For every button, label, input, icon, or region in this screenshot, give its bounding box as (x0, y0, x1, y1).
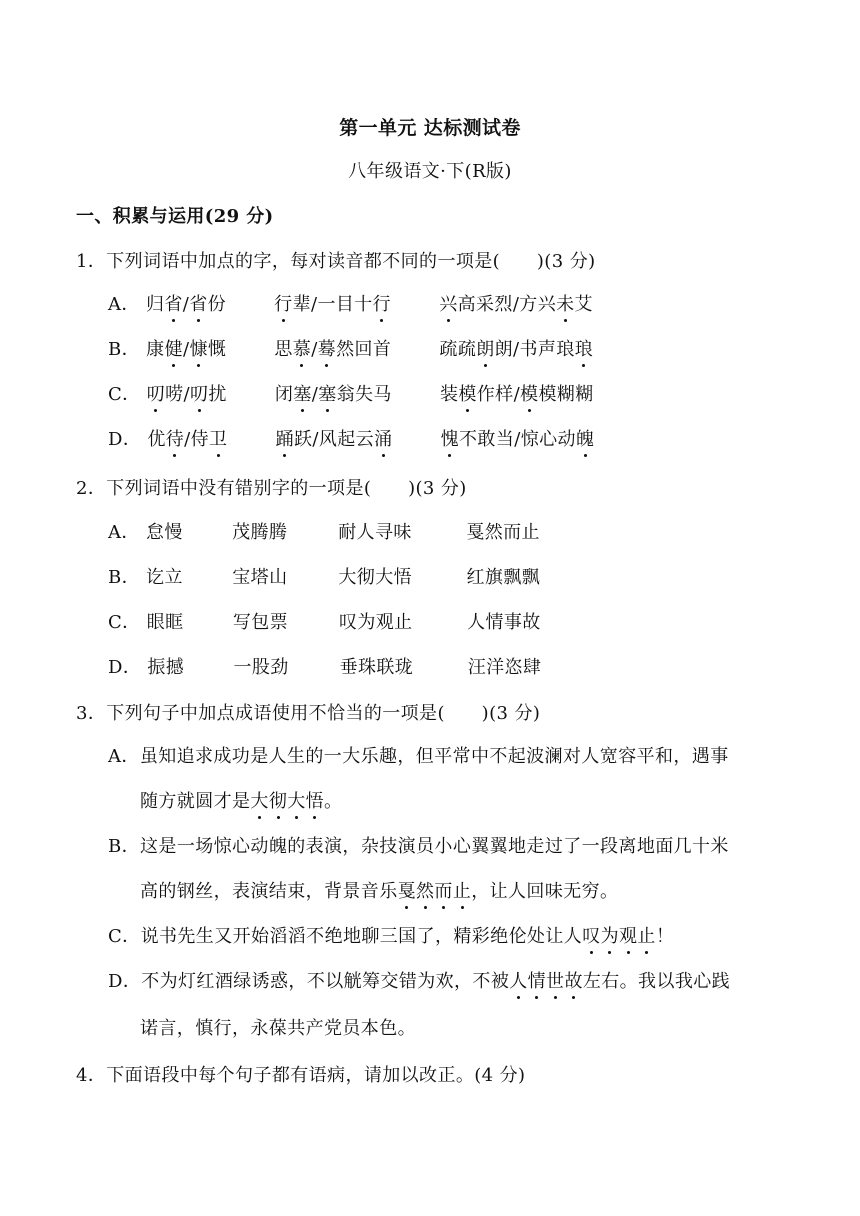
option-item: 眼眶 (146, 612, 184, 633)
question-3-stem: 3．下列句子中加点成语使用不恰当的一项是( )(3 分) (76, 703, 541, 724)
char: / (512, 294, 520, 315)
dotted-idiom (509, 971, 583, 992)
option-text: 虽知追求成功是人生的一大乐趣，但平常中不起波澜对人宽容平和，遇事 (139, 746, 729, 767)
char: 方 (519, 294, 538, 315)
question-1-option-b (108, 338, 593, 362)
char: 首 (372, 339, 392, 360)
emphasis-dot-char: 人 (509, 971, 528, 992)
char: 当 (495, 429, 515, 450)
char: 马 (373, 384, 392, 405)
char: / (311, 339, 318, 360)
char: 跃 (293, 429, 313, 450)
option-text: 随方就圆才是 (140, 791, 251, 812)
question-1-option-c (108, 383, 594, 407)
char: 琅 (556, 339, 575, 360)
option-label: B． (108, 836, 141, 857)
char: 疏 (439, 339, 458, 360)
char: 兴 (537, 294, 557, 315)
option-item: 怠慢 (145, 522, 183, 543)
char: 唠 (165, 384, 184, 405)
emphasis-dot-char: 模 (458, 384, 477, 405)
option-item: 茂腾腾 (232, 522, 288, 543)
emphasis-dot-char: 慕 (292, 339, 312, 360)
option-text: 说书先生又开始滔滔不绝地聊三国了，精彩绝伦处让人 (140, 926, 583, 947)
emphasis-dot-char: 蓦 (317, 339, 337, 360)
char: 艾 (574, 294, 593, 315)
option-item (439, 294, 593, 315)
char: 声 (537, 339, 557, 360)
option-item: 讫立 (146, 567, 183, 588)
dotted-idiom (582, 926, 656, 947)
char: 一 (317, 294, 336, 315)
char: / (183, 384, 190, 405)
emphasis-dot-char: 踊 (275, 429, 294, 450)
question-3-option-a-cont (140, 790, 342, 814)
emphasis-dot-char: 而 (434, 881, 453, 902)
emphasis-dot-char: 愧 (440, 429, 460, 450)
emphasis-dot-char: 行 (372, 294, 392, 315)
char: 慨 (207, 339, 227, 360)
option-label: A． (108, 294, 140, 315)
question-2-option-c (108, 611, 541, 635)
char: 烈 (494, 294, 513, 315)
option-item: 写包票 (232, 612, 289, 633)
option-label: C． (108, 926, 141, 947)
option-text: 。 (324, 791, 343, 812)
option-item: 叹为观止 (338, 612, 413, 633)
option-item: 宝塔山 (232, 567, 288, 588)
option-item: 耐人寻味 (338, 522, 412, 543)
question-3-option-b (108, 835, 729, 859)
option-item: 人情事故 (467, 612, 541, 633)
char: 优 (147, 429, 166, 450)
char: 辈 (292, 294, 311, 315)
option-item: 振撼 (147, 657, 185, 678)
question-1-stem: 1．下列词语中加点的字，每对读音都不同的一项是( )(3 分) (76, 251, 596, 272)
option-label: D． (108, 657, 142, 678)
question-2-stem: 2．下列词语中没有错别字的一项是( )(3 分) (76, 478, 467, 499)
char: 疏 (457, 339, 477, 360)
emphasis-dot-char: 健 (164, 339, 183, 360)
option-item (276, 429, 393, 450)
option-text: ！ (655, 926, 675, 947)
question-1-option-d (108, 428, 594, 452)
char: 样 (495, 384, 514, 405)
option-item: 汪洋恣肆 (467, 657, 542, 678)
emphasis-dot-char: 情 (527, 971, 547, 992)
option-label: C． (108, 384, 141, 405)
option-label: A． (108, 522, 140, 543)
char: 糊 (575, 384, 594, 405)
option-item (274, 294, 391, 315)
char: 糊 (556, 384, 576, 405)
emphasis-dot-char: 待 (165, 429, 185, 450)
char: 不 (459, 429, 478, 450)
emphasis-dot-char: 悟 (305, 791, 325, 812)
option-text: 这是一场惊心动魄的表演，杂技演员小心翼翼地走过了一段离地面几十米 (140, 836, 729, 857)
char: 装 (439, 384, 459, 405)
option-text: ，让人回味无穷。 (471, 881, 619, 902)
question-4-stem: 4．下面语段中每个句子都有语病，请加以改正。(4 分) (76, 1065, 526, 1086)
option-item (147, 384, 227, 405)
emphasis-dot-char: 大 (287, 791, 306, 812)
char: 作 (476, 384, 496, 405)
option-item (274, 339, 391, 360)
option-item: 一股劲 (233, 657, 289, 678)
option-item: 大彻大悟 (338, 567, 413, 588)
char: 高 (457, 294, 476, 315)
page-title: 第一单元 达标测试卷 (339, 117, 521, 139)
option-item (146, 339, 226, 360)
char: 惊 (520, 429, 540, 450)
emphasis-dot-char: 为 (600, 926, 619, 947)
char: 敢 (477, 429, 496, 450)
emphasis-dot-char: 模 (520, 384, 539, 405)
emphasis-dot-char: 行 (274, 294, 293, 315)
emphasis-dot-char: 省 (164, 294, 183, 315)
char: / (513, 384, 521, 405)
option-text: 诺言，慎行，永葆共产党员本色。 (140, 1018, 416, 1039)
char: 起 (337, 429, 356, 450)
char: 动 (557, 429, 576, 450)
option-item (275, 384, 392, 405)
option-label: D． (108, 971, 142, 992)
option-item (441, 429, 595, 450)
emphasis-dot-char: 彻 (268, 791, 288, 812)
emphasis-dot-char: 琅 (574, 339, 594, 360)
emphasis-dot-char: 卫 (209, 429, 228, 450)
option-text: 左右。我以我心践 (582, 971, 731, 992)
char: 风 (318, 429, 338, 450)
question-3-option-d (108, 970, 730, 994)
emphasis-dot-char: 涌 (374, 429, 393, 450)
question-3-option-b-cont (140, 880, 618, 904)
emphasis-dot-char: 大 (250, 791, 269, 812)
question-2-option-d (108, 656, 541, 680)
emphasis-dot-char: 魄 (575, 429, 595, 450)
page-subtitle: 八年级语文·下(R版) (348, 161, 512, 182)
option-label: B． (108, 339, 141, 360)
option-text: 不为灯红酒绿诱惑，不以觥筹交错为欢，不被 (141, 971, 510, 992)
char: 书 (519, 339, 538, 360)
emphasis-dot-char: 世 (546, 971, 565, 992)
emphasis-dot-char: 止 (452, 881, 472, 902)
question-3-option-c (108, 925, 674, 949)
char: / (514, 429, 521, 450)
section-heading: 一、积累与运用(29 分) (76, 206, 274, 227)
char: / (184, 429, 191, 450)
option-label: B． (108, 567, 141, 588)
option-label: C． (108, 612, 141, 633)
emphasis-dot-char: 兴 (439, 294, 458, 315)
emphasis-dot-char: 塞 (293, 384, 312, 405)
option-item: 红旗飘飘 (466, 567, 541, 588)
option-item (439, 339, 593, 360)
char: 模 (538, 384, 557, 405)
emphasis-dot-char: 然 (416, 881, 435, 902)
char: / (182, 339, 190, 360)
char: 失 (355, 384, 374, 405)
option-item: 戛然而止 (466, 522, 540, 543)
char: 采 (476, 294, 495, 315)
char: / (513, 339, 520, 360)
emphasis-dot-char: 省 (189, 294, 208, 315)
emphasis-dot-char: 叨 (146, 384, 166, 405)
emphasis-dot-char: 止 (637, 926, 656, 947)
emphasis-dot-char: 塞 (318, 384, 337, 405)
emphasis-dot-char: 叹 (582, 926, 601, 947)
option-item (440, 384, 594, 405)
emphasis-dot-char: 故 (564, 971, 583, 992)
dotted-idiom (250, 791, 324, 812)
char: / (182, 294, 190, 315)
option-text: 高的钢丝，表演结束，背景音乐 (140, 881, 398, 902)
question-2-option-b (108, 566, 540, 590)
emphasis-dot-char: 慷 (189, 339, 208, 360)
char: 回 (354, 339, 373, 360)
dotted-idiom (398, 881, 472, 902)
option-item: 垂珠联珑 (339, 657, 414, 678)
char: 十 (354, 294, 373, 315)
char: 闭 (274, 384, 294, 405)
char: 扰 (208, 384, 227, 405)
char: 康 (146, 339, 165, 360)
emphasis-dot-char: 朗 (476, 339, 495, 360)
char: 目 (335, 294, 355, 315)
char: / (310, 294, 318, 315)
char: 心 (539, 429, 558, 450)
emphasis-dot-char: 未 (556, 294, 575, 315)
char: 份 (207, 294, 227, 315)
char: 思 (274, 339, 293, 360)
char: 侍 (190, 429, 210, 450)
question-3-option-a (108, 745, 729, 769)
char: 云 (355, 429, 375, 450)
option-label: A． (108, 746, 140, 767)
emphasis-dot-char: 叨 (189, 384, 209, 405)
char: 朗 (494, 339, 514, 360)
emphasis-dot-char: 观 (619, 926, 638, 947)
option-item (146, 294, 226, 315)
char: / (312, 429, 319, 450)
char: 归 (145, 294, 165, 315)
char: 翁 (336, 384, 356, 405)
option-item (147, 429, 227, 450)
question-2-option-a (108, 521, 540, 545)
char: 然 (336, 339, 355, 360)
emphasis-dot-char: 戛 (397, 881, 417, 902)
char: / (311, 384, 319, 405)
question-3-option-d-cont (140, 1017, 416, 1041)
question-1-option-a (108, 293, 593, 317)
option-label: D． (108, 429, 142, 450)
